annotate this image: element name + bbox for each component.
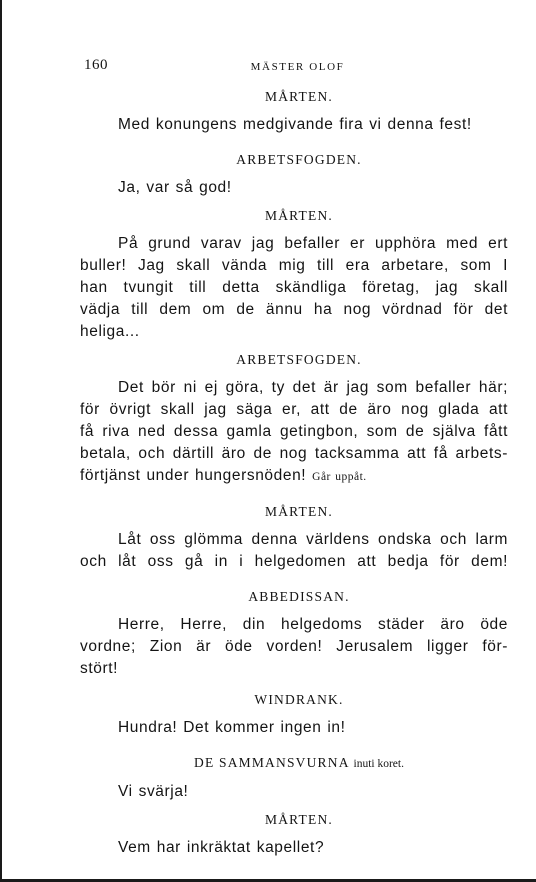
page-body bbox=[80, 87, 508, 859]
speaker-name: ARBETSFOGDEN. bbox=[236, 152, 362, 167]
speech-line: Hundra! Det kommer ingen in! bbox=[118, 719, 346, 736]
speech-line: På grund varav jag befaller er upphöra med ert bbox=[118, 235, 508, 252]
speech-line: Låt oss glömma denna världens ondska och larm bbox=[118, 531, 508, 548]
speech-line: för övrigt skall jag säga er, att de äro nog glada att bbox=[80, 401, 508, 418]
speaker-with-note bbox=[80, 753, 508, 774]
speech-paragraph bbox=[80, 529, 508, 573]
speech-line: vädja till dem om de ännu ha nog vördnad för det bbox=[80, 301, 508, 318]
page-left-edge bbox=[0, 0, 2, 882]
speech-paragraph bbox=[80, 377, 508, 488]
speech-line: Vi svärja! bbox=[118, 783, 189, 800]
speech-line: Med konungens medgivande fira vi denna fest! bbox=[118, 116, 472, 133]
speaker-name: ABBEDISSAN. bbox=[248, 589, 350, 604]
speech-text: förtjänst under hungersnöden! bbox=[80, 467, 307, 484]
speaker-name: MÅRTEN. bbox=[265, 208, 333, 223]
speech-line: stört! bbox=[80, 660, 119, 677]
speech-line: betala, och därtill äro de nog tacksamma att få arbets- bbox=[80, 445, 508, 462]
speech-line: Herre, Herre, din helgedoms städer äro öde bbox=[118, 616, 508, 633]
running-title: MÄSTER OLOF bbox=[250, 61, 345, 73]
speech-line-with-stage-direction bbox=[80, 465, 508, 488]
speech-line: Det bör ni ej göra, ty det är jag som befaller här; bbox=[118, 379, 508, 396]
speech-line: heliga... bbox=[80, 323, 140, 340]
speech-line: vordne; Zion är öde vorden! Jerusalem ligger för- bbox=[80, 638, 508, 655]
page-number: 160 bbox=[84, 57, 108, 73]
speech-line: Ja, var så god! bbox=[118, 179, 232, 196]
stage-direction: Går uppåt. bbox=[312, 471, 367, 483]
speaker-name: WINDRANK. bbox=[254, 692, 344, 707]
speech-line: buller! Jag skall vända mig till era arbetare, som I bbox=[80, 257, 508, 274]
speaker-stage-note: inuti koret. bbox=[353, 758, 404, 770]
speaker-name: ARBETSFOGDEN. bbox=[236, 352, 362, 367]
speaker-name: MÅRTEN. bbox=[265, 504, 333, 519]
speech-paragraph bbox=[80, 233, 508, 343]
speech-line: få riva ned dessa gamla getingbon, som de själva fått bbox=[80, 423, 508, 440]
speech-line: och låt oss gå in i helgedomen att bedja för dem! bbox=[80, 553, 508, 570]
speech-line: Vem har inkräktat kapellet? bbox=[118, 839, 325, 856]
speaker-name: MÅRTEN. bbox=[265, 89, 333, 104]
speaker-name: MÅRTEN. bbox=[265, 812, 333, 827]
speech-line: han tvungit till detta skändliga företag, jag skall bbox=[80, 279, 508, 296]
speaker-name: DE SAMMANSVURNA bbox=[194, 755, 349, 770]
speech-paragraph bbox=[80, 614, 508, 680]
